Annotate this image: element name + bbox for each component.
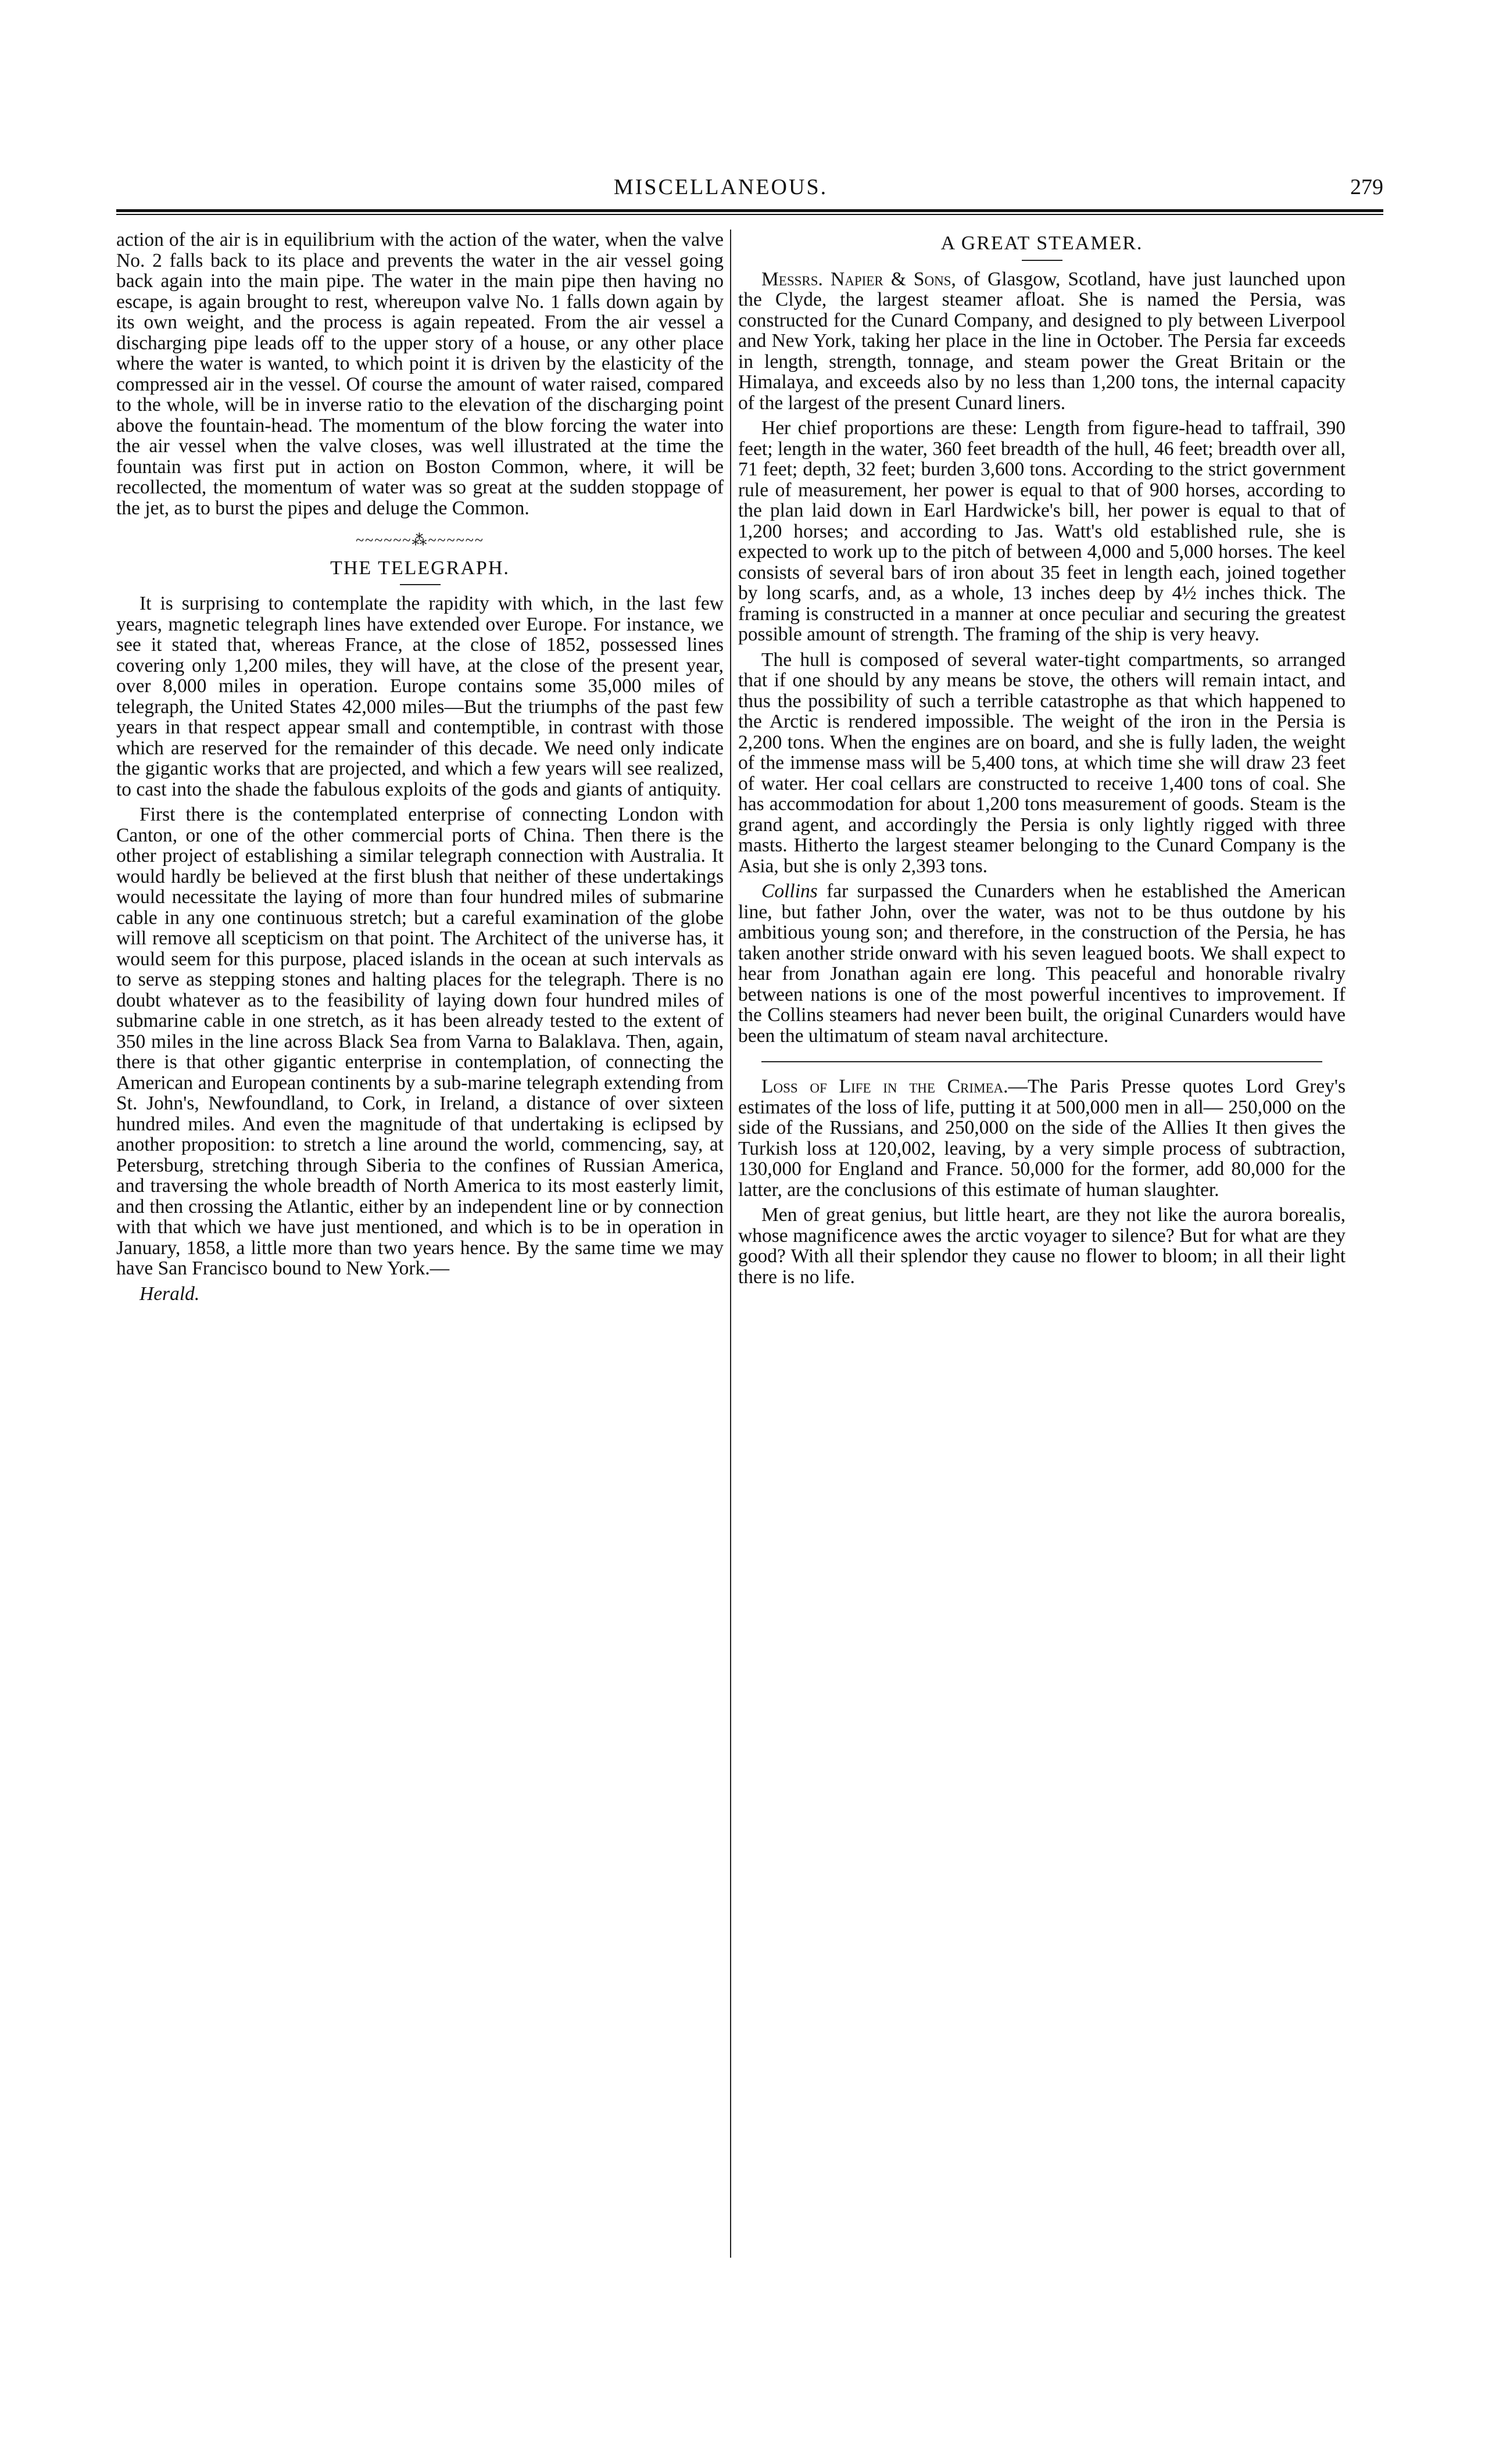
steamer-paragraph-3: The hull is composed of several water-tight compartments, so arranged that if one should by any means be stove, the others will remain intact, and thus the possibility of such a terrible catastrophe as that which happened to the Arctic is rendered impossible. The weight of the iron in the Persia is 2,200 tons. When the engines are on board, and she is fully laden, the weight of the immense mass will be 5,400 tons, at which time she will draw 23 feet of water. Her coal cellars are constructed to receive 1,400 tons of coal. She has accommodation for about 1,200 tons measurement of goods. Steam is the grand agent, and accordingly the Persia is only lightly rigged with three masts. Hitherto the largest steamer belonging to the Cunard Company is the Asia, but she is only 2,393 tons. — [738, 649, 1346, 877]
telegraph-paragraph-2: First there is the contemplated enterprise of connecting London with Canton, or one of the other commercial ports of China. Then there is the other project of establishing a similar telegraph connection with Australia. It would hardly be believed at the first blush that neither of these undertakings would necessitate the laying of more than four hundred miles of submarine cable in any one continuous stretch; but a careful examination of the globe will remove all scepticism on that point. The Architect of the universe has, it would seem for this purpose, placed islands in the ocean at such intervals as to serve as stepping stones and halting places for the telegraph. There is no doubt whatever as to the feasibility of laying down four hundred miles of submarine cable in one stretch, as it has been already tested to the extent of 350 miles in the line across Black Sea from Varna to Balaklava. Then, again, there is that other gigantic enterprise in contemplation, of connecting the American and European continents by a sub-marine telegraph extending from St. John's, Newfoundland, to Cork, in Ireland, a distance of over sixteen hundred miles. And even the magnitude of that undertaking is eclipsed by another proposition: to stretch a line around the world, commencing, say, at Petersburg, stretching through Siberia to the confines of Russian America, and traversing the whole breadth of North America to its most easterly limit, and then crossing the Atlantic, either by an independent line or by connection with that which we have just mentioned, and which is to be in operation in January, 1858, a little more than two years hence. By the same time we may have San Francisco bound to New York.— — [116, 804, 724, 1279]
right-column — [738, 230, 1346, 1292]
running-head — [58, 174, 1383, 209]
crimea-lead-in: Loss of Life in the Crimea. — [761, 1076, 1008, 1097]
steamer-paragraph-1 — [738, 269, 1346, 414]
fountain-continued-text: action of the air is in equilibrium with the action of the water, when the valve No. 2 falls back to its place and prevents the water in the air vessel going back again into the main pipe. The water in the main pipe then having no escape, is again brought to rest, whereupon valve No. 1 falls down again by its own weight, and the process is again repeated. From the air vessel a discharging pipe leads off to the upper story of a house, or any other place where the water is wanted, to which point it is driven by the elasticity of the compressed air in the vessel. Of course the amount of water raised, compared to the whole, will be in inverse ratio to the elevation of the discharging point above the fountain-head. The momentum of the blow forcing the water into the air vessel when the valve closes, was well illustrated at the time the fountain was first put in action on Boston Common, where, it will be recollected, the momentum of water was so great at the sudden stoppage of the jet, as to burst the pipes and deluge the Common. — [116, 229, 724, 519]
steamer-paragraph-2: Her chief proportions are these: Length from figure-head to taffrail, 390 feet; length in the water, 360 feet breadth of the hull, 46 feet; breadth over all, 71 feet; depth, 32 feet; burden 3,600 tons. According to the strict government rule of measurement, her power is equal to that of 900 horses, according to the plan laid down in Earl Hardwicke's bill, her power is equal to that of 1,200 horses; and according to Jas. Watt's old established rule, she is expected to work up to the pitch of between 4,000 and 5,000 horses. The keel consists of several bars of iron about 35 feet in length each, joined together by long scarfs, and, as a whole, 13 inches deep by 4½ inches thick. The framing is constructed in a manner at once peculiar and securing the greatest possible amount of strength. The framing of the ship is very heavy. — [738, 417, 1346, 645]
column-divider — [730, 230, 731, 2258]
crimea-paragraph — [738, 1076, 1346, 1200]
telegraph-paragraph-1: It is surprising to contemplate the rapidity with which, in the last few years, magnetic telegraph lines have extended over Europe. For instance, we see it stated that, whereas France, at the close of 1852, possessed lines covering only 1,200 miles, they will have, at the close of the present year, over 8,000 miles in operation. Europe contains some 35,000 miles of telegraph, the United States 42,000 miles—But the triumphs of the past few years in that respect appear small and contemptible, in contrast with those which are reserved for the remainder of this decade. We need only indicate the gigantic works that are projected, and which a few years will see realized, to cast into the shade the fabulous exploits of the gods and giants of antiquity. — [116, 593, 724, 800]
page-number: 279 — [1350, 175, 1383, 199]
steamer-paragraph-4 — [738, 881, 1346, 1046]
ornament-divider: ~~~~~~⁂~~~~~~ — [356, 532, 484, 549]
genius-paragraph: Men of great genius, but little heart, are they not like the aurora borealis, whose magnificence awes the arctic voyager to silence? But for what are they good? With all their splendor they cause no flower to bloom; in all their light there is no life. — [738, 1204, 1346, 1288]
telegraph-headline: THE TELEGRAPH. — [330, 557, 510, 579]
section-rule — [761, 1061, 1322, 1062]
crimea-text: —The Paris Presse quotes Lord Grey's estimates of the loss of life, putting it at 500,000 men in all— 250,000 on the side of the Russians, and 250,000 on the side of the Allies It then gives the Turkish loss at 120,002, leaving, by a very simple process of subtraction, 130,000 for England and France. 50,000 for the former, add 80,000 for the latter, are the conclusions of this estimate of human slaughter. — [738, 1076, 1346, 1201]
left-column — [116, 230, 724, 1309]
running-title: MISCELLANEOUS. — [613, 175, 828, 199]
headline-rule — [1022, 260, 1062, 261]
steamer-headline: A GREAT STEAMER. — [940, 232, 1143, 254]
steamer-lead-in: Messrs. Napier & Sons, — [761, 268, 956, 290]
telegraph-source: Herald. — [139, 1283, 200, 1305]
steamer-p4-lead-in: Collins — [761, 880, 818, 902]
header-rule — [116, 209, 1383, 215]
steamer-paragraph-1-text: of Glasgow, Scotland, have just launched upon the Clyde, the largest steamer afloat. She is named the Persia, was constructed for the Cunard Company, and designed to ply between Liverpool and New York, taking her place in the line in October. The Persia far exceeds in length, strength, tonnage, and steam power the Great Britain or the Himalaya, and exceeds also by no less than 1,200 tons, the internal capacity of the largest of the present Cunard liners. — [738, 268, 1346, 414]
headline-rule — [400, 584, 441, 585]
steamer-paragraph-4-text: far surpassed the Cunarders when he established the American line, but father John, over the water, was not to be thus outdone by his ambitious young son; and therefore, in the construction of the Persia, he has taken another stride onward with his seven leagued boots. We shall expect to hear from Jonathan again ere long. This peaceful and honorable rivalry between nations is one of the most powerful incentives to improvement. If the Collins steamers had never been built, the original Cunarders would have been the ultimatum of steam naval architecture. — [738, 880, 1346, 1047]
